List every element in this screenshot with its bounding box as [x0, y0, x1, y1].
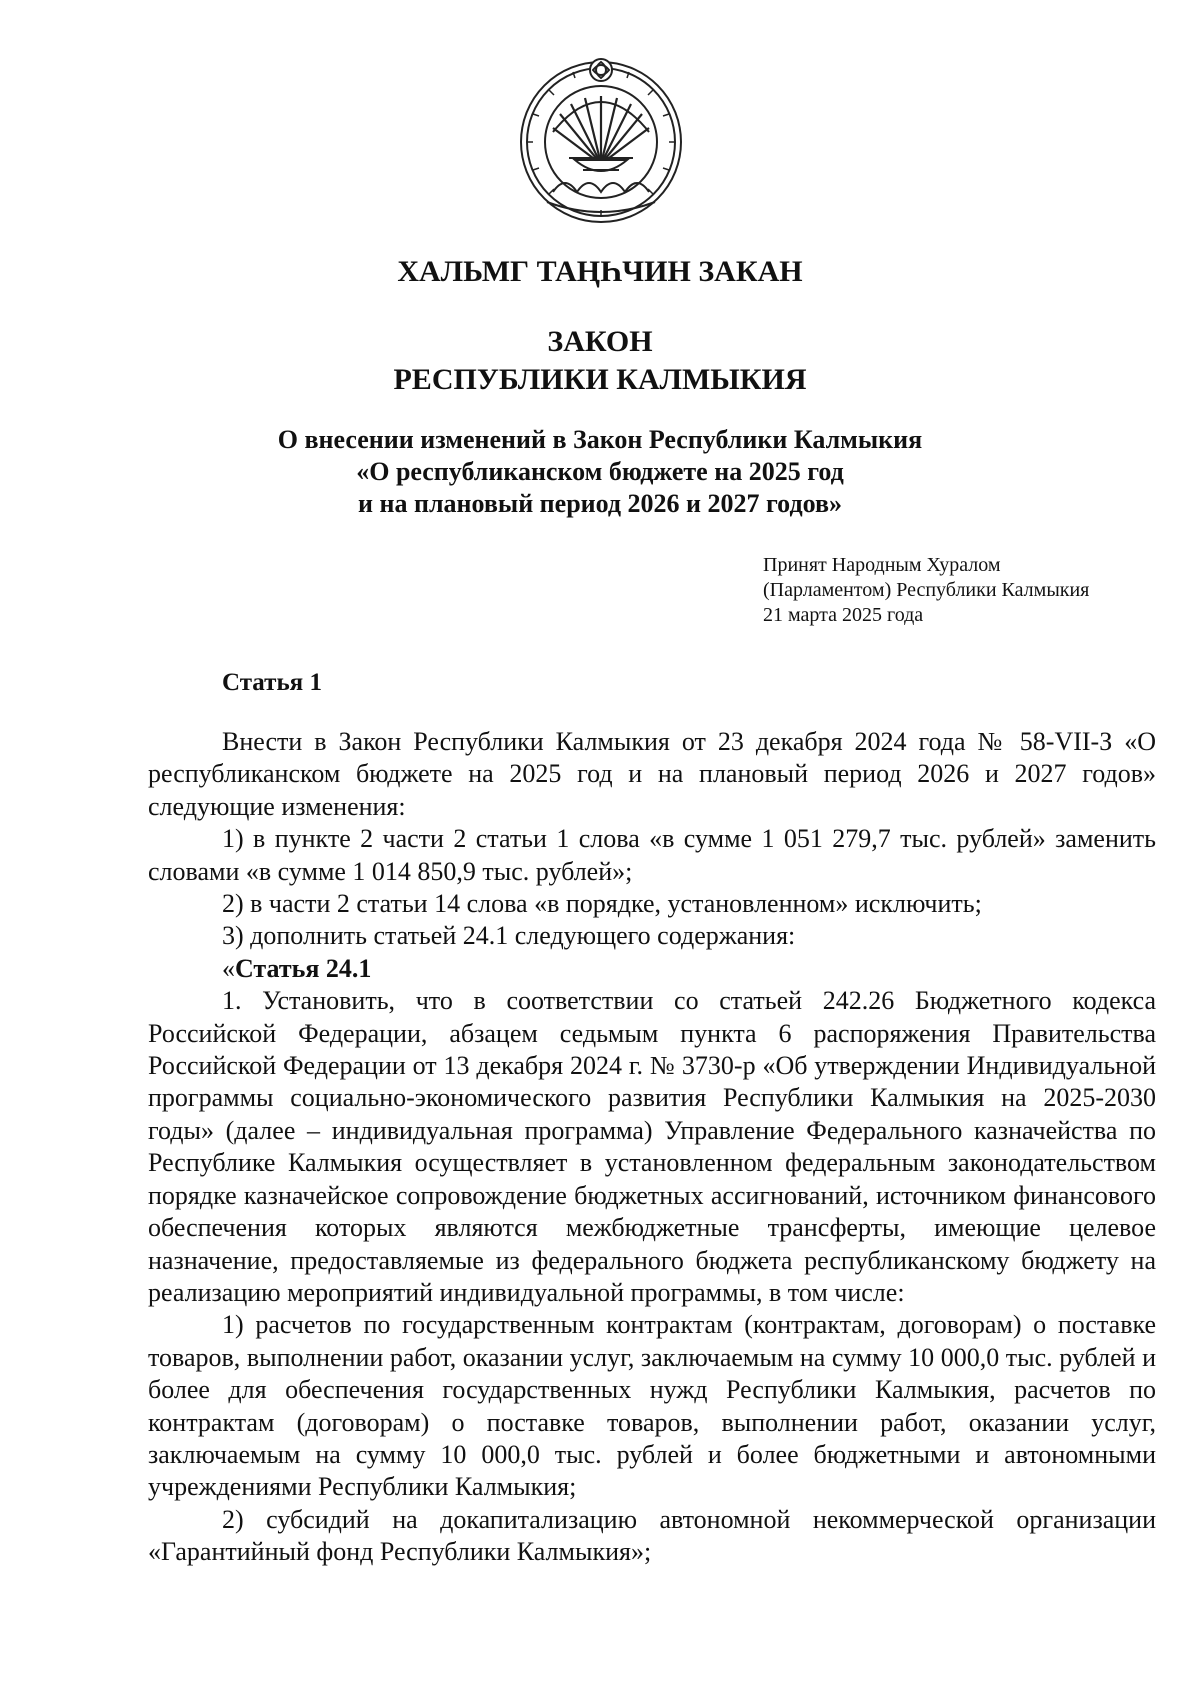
amendment-item-2: 2) в части 2 статьи 14 слова «в порядке, установленном» исключить; [222, 889, 982, 919]
coat-of-arms-emblem [513, 52, 689, 228]
subject-line-3: и на плановый период 2026 и 2027 годов» [358, 489, 842, 518]
adoption-line-2: (Парламентом) Республики Калмыкия [763, 579, 1090, 601]
law-body-text [148, 726, 1156, 1569]
article-24-1-subitem-1: 1) расчетов по государственным контрактам (контрактам, договорам) о поставке товаров, выполнении работ, оказании услуг, заключаемым на сумму 10 000,0 тыс. рублей и более для обеспечения государственных нужд Республики Калмыкия, расчетов по контрактам (договорам) о поставке товаров, выполнении работ, оказании услуг, заключаемым на сумму 10 000,0 тыс. рублей и более бюджетными и автономными учреждениями Республики Калмыкия; [148, 1310, 1156, 1502]
emblem-graphic [513, 52, 689, 228]
article-1-title: Статья 1 [222, 669, 322, 696]
adoption-date: 21 марта 2025 года [763, 604, 924, 626]
article-1-intro: Внести в Закон Республики Калмыкия от 23 декабря 2024 года № 58-VII-З «О республиканском бюджете на 2025 год и на плановый период 2026 и 2027 годов» следующие изменения: [148, 727, 1156, 821]
subject-line-1: О внесении изменений в Закон Республики Калмыкия [277, 425, 923, 454]
adoption-note [763, 553, 1183, 628]
quote-open: « [222, 953, 235, 983]
article-24-1-subitem-2: 2) субсидий на докапитализацию автономной некоммерческой организации «Гарантийный фонд Республики Калмыкия»; [148, 1504, 1156, 1567]
republic-title: РЕСПУБЛИКИ КАЛМЫКИЯ [393, 363, 807, 396]
article-24-1-paragraph-1: 1. Установить, что в соответствии со статьей 242.26 Бюджетного кодекса Российской Федерации, абзацем седьмым пункта 6 распоряжения Правительства Российской Федерации от 13 декабря 2024 г. № 3730-р «Об утверждении Индивидуальной программы социально-экономического развития Республики Калмыкия на 2025-2030 годы» (далее – индивидуальная программа) Управление Федерального казначейства по Республике Калмыкия осуществляет в установленном федеральным законодательством порядке казначейское сопровождение бюджетных ассигнований, источником финансового обеспечения которых являются межбюджетные трансферты, имеющие целевое назначение, предоставляемые из федерального бюджета республиканскому бюджету на реализацию мероприятий индивидуальной программы, в том числе: [148, 986, 1156, 1307]
amendment-item-3: 3) дополнить статьей 24.1 следующего содержания: [222, 921, 796, 951]
subject-line-2: «О республиканском бюджете на 2025 год [356, 457, 844, 486]
kalmyk-law-title: ХАЛЬМГ ТАҢҺЧИН ЗАКАН [397, 255, 803, 288]
article-24-1-heading [148, 953, 1156, 985]
amendment-item-1: 1) в пункте 2 части 2 статьи 1 слова «в сумме 1 051 279,7 тыс. рублей» заменить словами «в сумме 1 014 850,9 тыс. рублей»; [148, 824, 1156, 886]
adoption-line-1: Принят Народным Хуралом [763, 554, 1001, 576]
article-24-1-title: Статья 24.1 [235, 953, 372, 983]
law-title: ЗАКОН [547, 325, 653, 358]
